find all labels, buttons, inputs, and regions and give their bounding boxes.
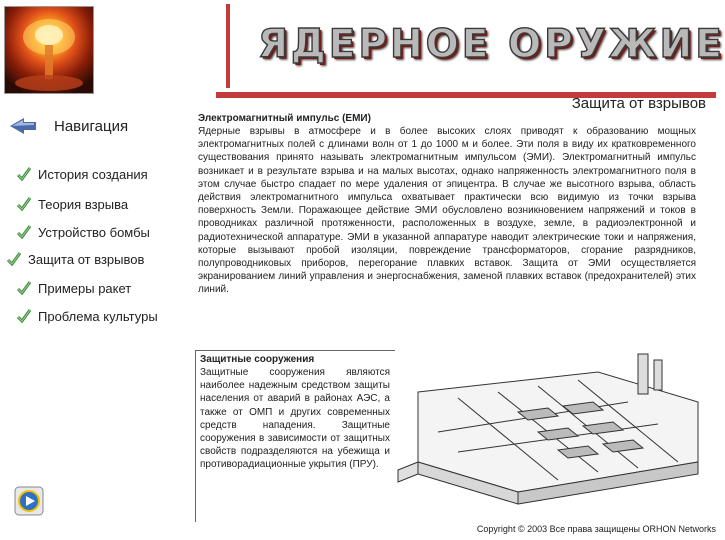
shelters-section bbox=[200, 354, 390, 472]
checkmark-icon bbox=[16, 224, 32, 240]
article-body: Ядерные взрывы в атмосфере и в более высоких слоях приводят к образованию мощных электромагнитных полей с длинами волн от 1 до 1000 м и более. Эти поля в виду их кратковременного существования принято называть электромагнитным импульсом (ЭМИ). Электромагнитный импульс возникает и в результате взрыва и на малых высотах, однако напряженность электромагнитного поля в этом случае быстро спадает по мере удаления от эпицентра. В случае же высотного взрыва, область действия электромагнитного импульса охватывает практически всю видимую из точки взрыва поверхность Земли. Поражающее действие ЭМИ обусловлено возникновением напряжений и токов в проводниках различной протяженности, расположенных в воздухе, земле, в радиоэлектронной и радиотехнической аппаратуре. ЭМИ в указанной аппаратуре наводит электрические токи и напряжения, которые вызывают пробой изоляции, повреждение трансформаторов, сгорание разрядников, полупроводниковых приборов, перегорание плавких вставок. Защита от ЭМИ осуществляется экранированием линий управления и энергоснабжения, заменой плавких вставок (предохранителей) этих линий. bbox=[198, 126, 696, 296]
nav-item-label: Устройство бомбы bbox=[38, 224, 150, 240]
nav-item-bomb-design[interactable] bbox=[16, 224, 150, 240]
nav-item-label: Защита от взрывов bbox=[28, 251, 145, 267]
shelter-floorplan-diagram bbox=[398, 352, 716, 510]
nav-item-label: Примеры ракет bbox=[38, 280, 132, 296]
checkmark-icon bbox=[16, 196, 32, 212]
navigation-title: Навигация bbox=[54, 117, 129, 135]
nav-item-culture[interactable] bbox=[16, 308, 158, 324]
header-accent-bar bbox=[226, 4, 230, 88]
navigation-header bbox=[10, 116, 180, 136]
shelter-block-left-border bbox=[195, 350, 196, 522]
nav-item-protection[interactable] bbox=[6, 251, 144, 267]
back-arrow-icon[interactable] bbox=[10, 118, 36, 134]
nav-item-missiles[interactable] bbox=[16, 280, 131, 296]
site-title: ЯДЕРНОЕ ОРУЖИЕ bbox=[258, 22, 725, 67]
copyright-footer: Copyright © 2003 Все права защищены ORHON Networks bbox=[476, 524, 716, 534]
nav-item-theory[interactable] bbox=[16, 196, 128, 212]
checkmark-icon bbox=[16, 166, 32, 182]
checkmark-icon bbox=[6, 251, 22, 267]
section-title: Защита от взрывов bbox=[571, 95, 706, 112]
nav-item-label: История создания bbox=[38, 166, 148, 182]
checkmark-icon bbox=[16, 280, 32, 296]
media-player-icon[interactable] bbox=[14, 486, 44, 516]
shelters-heading: Защитные сооружения bbox=[200, 354, 315, 365]
nav-item-history[interactable] bbox=[16, 166, 148, 182]
nav-item-label: Проблема культуры bbox=[38, 308, 158, 324]
nuclear-explosion-image bbox=[4, 6, 94, 94]
shelters-body: Защитные сооружения являются наиболее надежным средством защиты населения от аварий в районах АЭС, а также от ОМП и других современных средств нападения. Защитные сооружения в зависимости от защитных свойств подразделяются на убежища и противорадиационные укрытия (ПРУ). bbox=[200, 367, 390, 471]
emp-article bbox=[198, 112, 696, 297]
nav-item-label: Теория взрыва bbox=[38, 196, 129, 212]
shelter-block-top-border bbox=[195, 350, 395, 351]
article-heading: Электромагнитный импульс (ЕМИ) bbox=[198, 113, 371, 124]
checkmark-icon bbox=[16, 308, 32, 324]
